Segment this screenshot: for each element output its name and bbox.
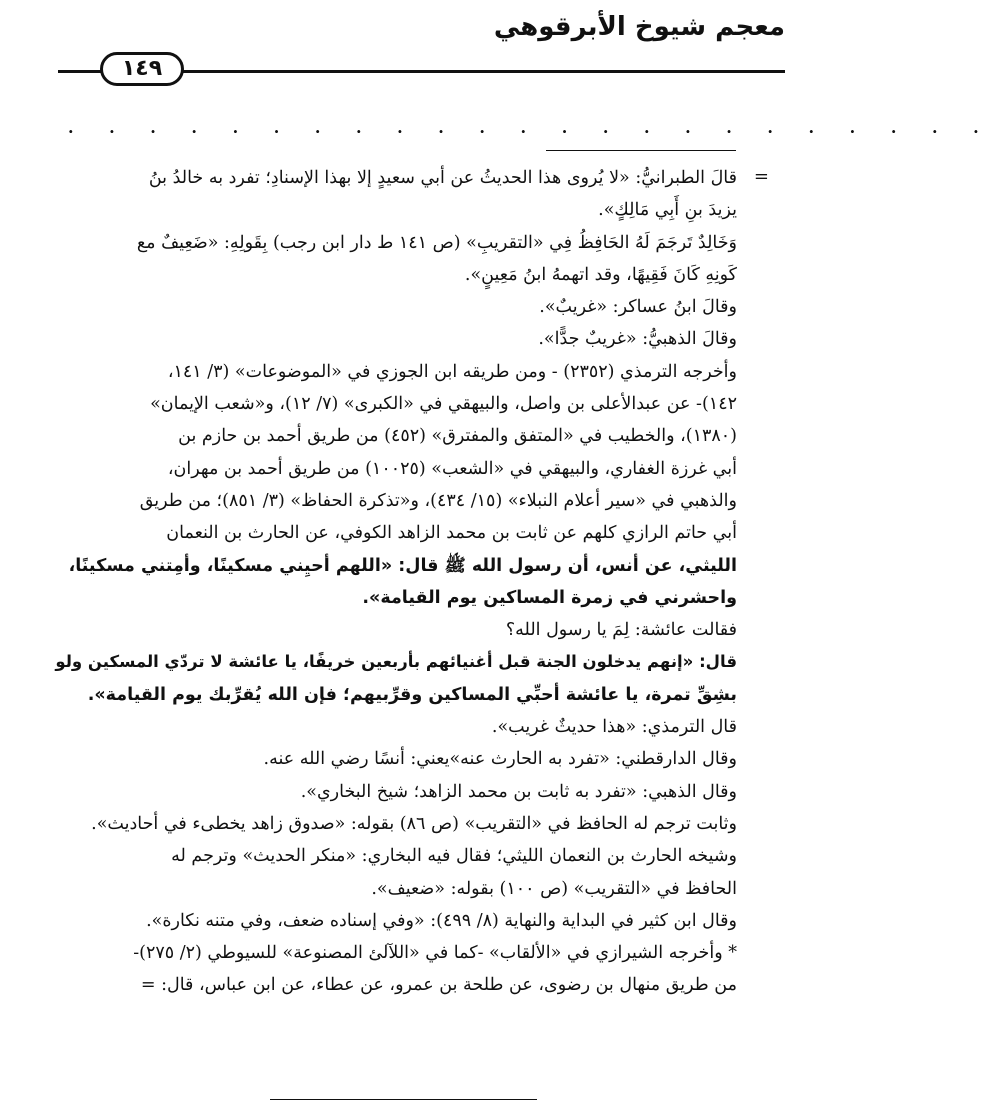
continuation-mark: = xyxy=(753,166,769,187)
running-header-title: معجم شيوخ الأبرقوهي xyxy=(493,12,785,42)
text-line: يزيدَ بنِ أَبِي مَالِكٍ». xyxy=(598,200,737,221)
text-line: ١٤٢)- عن عبدالأعلى بن واصل، والبيهقي في «الكبرى» (٧/ ١٢)، و«شعب الإيمان» xyxy=(150,394,737,415)
bottom-rule xyxy=(270,1099,537,1100)
text-line: * وأخرجه الشيرازي في «الألقاب» -كما في «اللآلئ المصنوعة» للسيوطي (٢/ ٢٧٥)- xyxy=(133,943,737,964)
text-line: قال الترمذي: «هذا حديثٌ غريب». xyxy=(491,717,737,738)
text-line: وقالَ ابنُ عساكر: «غريبٌ». xyxy=(539,297,737,318)
text-line: كَونِهِ كَانَ فَقِيهًا، وقد اتهمهُ ابنُ مَعِينٍ». xyxy=(464,264,737,285)
text-line: وَخَالِدٌ تَرجَمَ لَهُ الحَافِظُ فِي «التقريبِ» (ص ١٤١ ط دار ابن رجب) بِقَولِهِ: «ضَعِيفٌ مع xyxy=(136,232,737,253)
text-line: (١٣٨٠)، والخطيب في «المتفق والمفترق» (٤٥٢) من طريق أحمد بن حازم بن xyxy=(178,426,737,447)
text-line: أبي غرزة الغفاري، والبيهقي في «الشعب» (١٠٠٢٥) من طريق أحمد بن مهران، xyxy=(167,458,737,479)
text-line: الحافظ في «التقريب» (ص ١٠٠) بقوله: «ضعيف». xyxy=(371,878,737,899)
text-line: وأخرجه الترمذي (٢٣٥٢) - ومن طريقه ابن الجوزي في «الموضوعات» (٣/ ١٤١، xyxy=(167,361,737,382)
text-line: وقال الذهبي: «تفرد به ثابت بن محمد الزاهد؛ شيخ البخاري». xyxy=(300,781,737,802)
hadith-text-line: بشِقِّ تمرة، يا عائشة أحبِّي المساكين وقرِّبيهم؛ فإن الله يُقرِّبك يوم القيامة». xyxy=(87,684,737,705)
text-line: وقالَ الذهبيُّ: «غريبٌ جدًّا». xyxy=(538,329,737,350)
footnote-body xyxy=(52,162,737,1002)
page-number: ١٤٩ xyxy=(100,52,184,86)
text-line: وشيخه الحارث بن النعمان الليثي؛ فقال فيه البخاري: «منكر الحديث» وترجم له xyxy=(171,846,737,867)
text-line: من طريق منهال بن رضوى، عن طلحة بن عمرو، عن عطاء، عن ابن عباس، قال: = xyxy=(140,975,737,996)
text-line: والذهبي في «سير أعلام النبلاء» (١٥/ ٤٣٤)، و«تذكرة الحفاظ» (٣/ ٨٥١)؛ من طريق xyxy=(139,490,737,511)
text-line: وقال الدارقطني: «تفرد به الحارث عنه»يعني: أنسًا رضي الله عنه. xyxy=(263,749,737,770)
text-line: أبي حاتم الرازي كلهم عن ثابت بن محمد الزاهد الكوفي، عن الحارث بن النعمان xyxy=(166,523,737,544)
footnote-dotted-separator: . . . . . . . . . . . . . . . . . . . . . . . xyxy=(68,118,994,137)
text-line: قالَ الطبرانيُّ: «لا يُروى هذا الحديثُ عن أبي سعيدٍ إلا بهذا الإسنادِ؛ تفرد به خالدُ بنُ xyxy=(148,168,737,188)
footnote-rule xyxy=(546,150,736,151)
hadith-text-line: الليثي، عن أنس، أن رسول الله ﷺ قال: «اللهم أحيِني مسكينًا، وأمِتني مسكينًا، xyxy=(68,555,737,576)
hadith-text-line: واحشرني في زمرة المساكين يوم القيامة». xyxy=(362,587,737,608)
text-line: وثابت ترجم له الحافظ في «التقريب» (ص ٨٦) بقوله: «صدوق زاهد يخطىء في أحاديث». xyxy=(91,813,737,834)
text-line: وقال ابن كثير في البداية والنهاية (٨/ ٤٩٩): «وفي إسناده ضعف، وفي متنه نكارة». xyxy=(146,910,737,931)
text-line: فقالت عائشة: لِمَ يا رسول الله؟ xyxy=(505,620,737,641)
hadith-text-line: قال: «إنهم يدخلون الجنة قبل أغنيائهم بأربعين خريفًا، يا عائشة لا تردّي المسكين ولو xyxy=(55,652,737,672)
